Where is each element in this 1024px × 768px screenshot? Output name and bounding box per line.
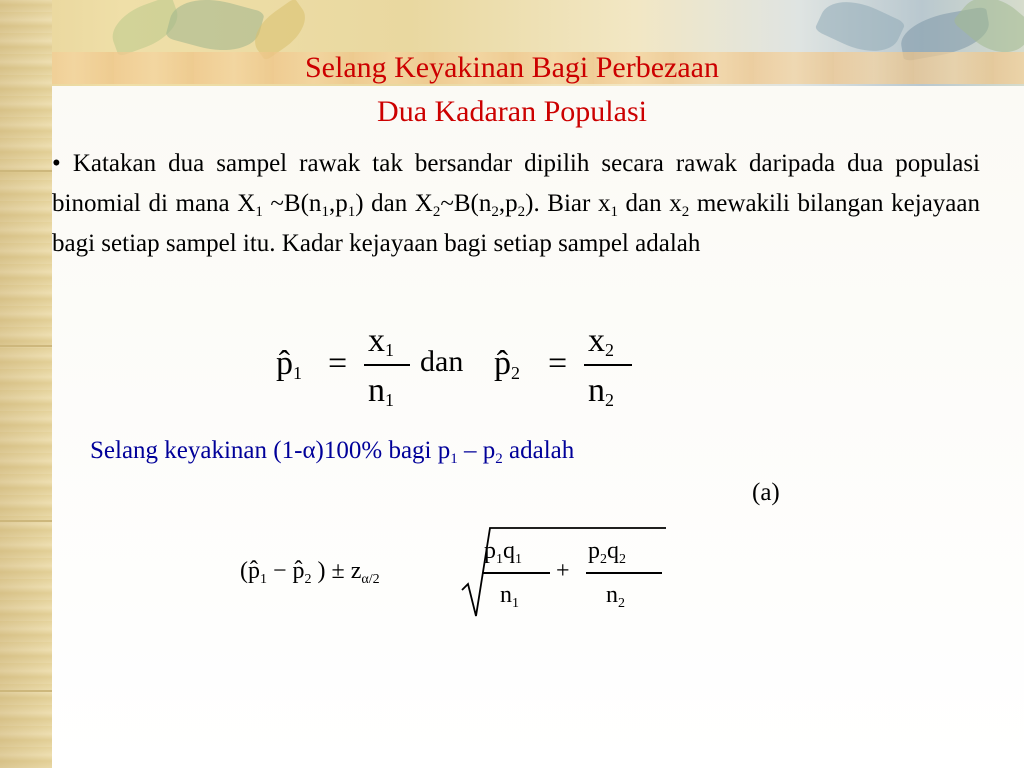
bullet-paragraph: • Katakan dua sampel rawak tak bersandar dipilih secara rawak daripada dua populasi binomial di mana $X_1$ $\sim B(n_1,p_1)$ dan $X_2\sim B(n_2,p_2)$. Biar $x_1$ dan $x_2$ mewakili bilangan kejayaan bagi setiap sampel itu. Kadar kejayaan bagi setiap sampel adalah — [52, 150, 981, 257]
confidence-interval-sentence: Selang keyakinan (1-α)100% bagi $p_1 - p_2$ adalah — [90, 437, 575, 467]
equation-label: (a) — [752, 479, 780, 506]
slide-title-line1: Selang Keyakinan Bagi Perbezaan — [304, 51, 719, 84]
slide-title-line2: Dua Kadaran Populasi — [377, 95, 647, 128]
